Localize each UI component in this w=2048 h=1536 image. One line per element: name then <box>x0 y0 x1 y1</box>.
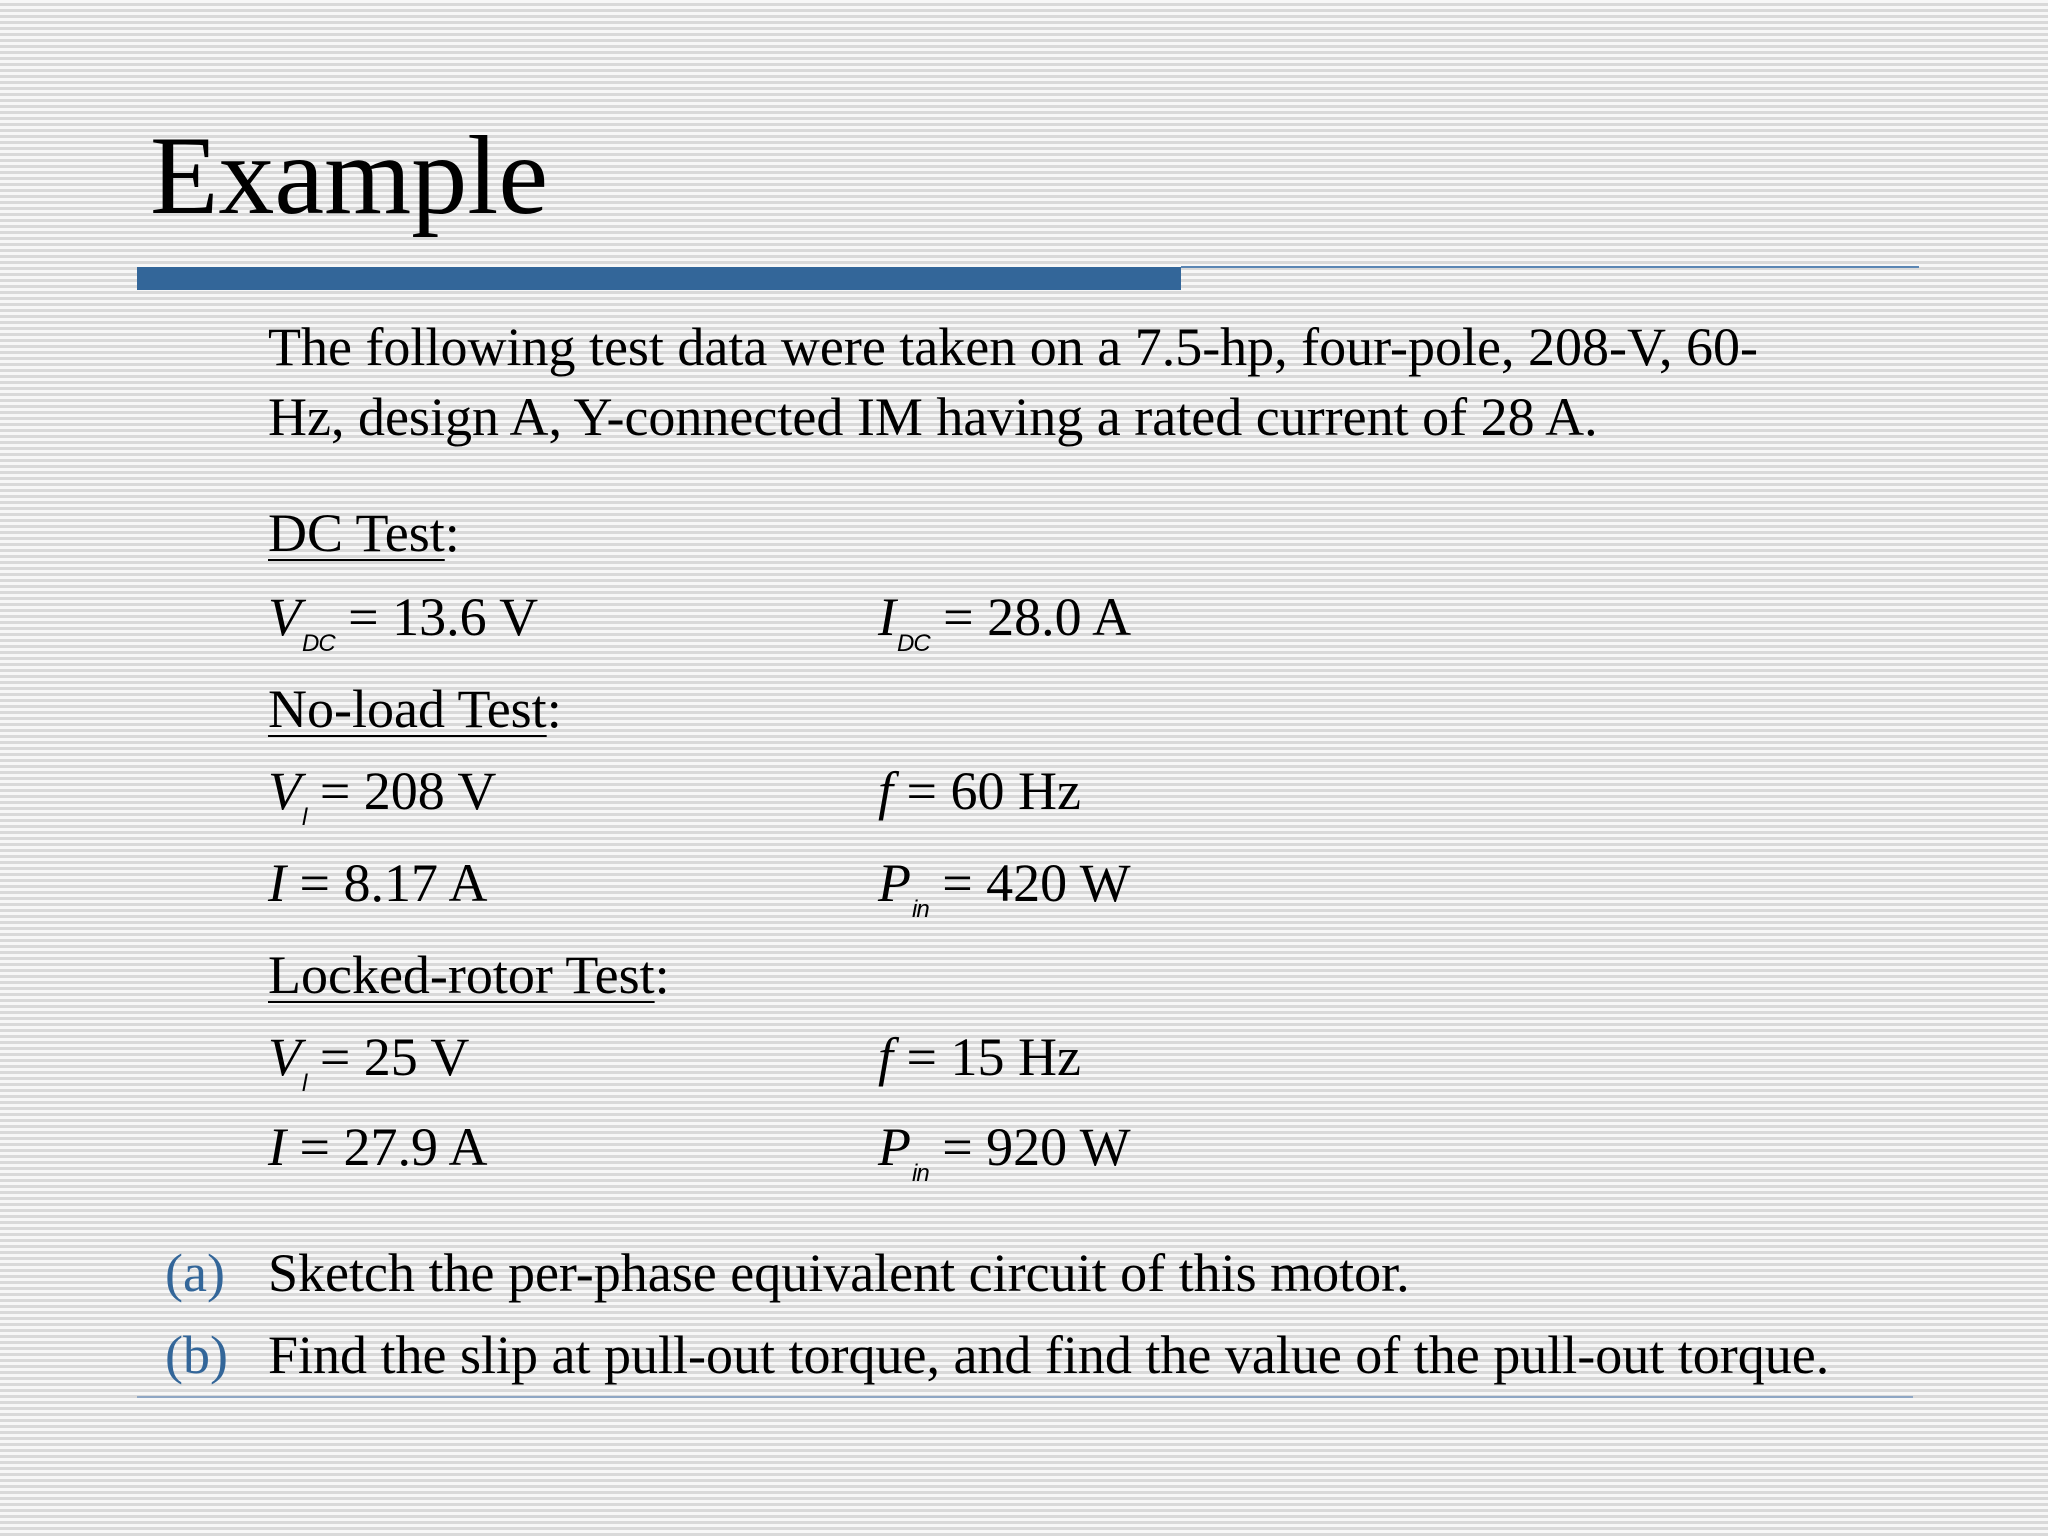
heading-colon: : <box>546 679 562 739</box>
dc-test-heading <box>268 503 460 563</box>
heading-colon: : <box>444 503 460 563</box>
symbol: f <box>878 1027 894 1087</box>
no-load-input-power <box>878 853 1131 923</box>
locked-rotor-input-power <box>878 1117 1131 1187</box>
intro-line: The following test data were taken on a 7.5-hp, four-pole, 208-V, 60- <box>268 317 1759 377</box>
heading-colon: : <box>654 945 670 1005</box>
locked-rotor-current <box>268 1117 488 1177</box>
subscript: l <box>302 1070 307 1097</box>
no-load-test-heading-label: No-load Test <box>268 679 547 739</box>
subscript: l <box>302 804 307 831</box>
locked-rotor-frequency <box>878 1027 1081 1087</box>
subscript: DC <box>896 630 930 657</box>
symbol: V <box>268 1027 301 1087</box>
value: = 25 V <box>319 1027 470 1087</box>
subscript: in <box>912 1160 929 1187</box>
slide-title: Example <box>150 114 549 238</box>
symbol: P <box>878 853 911 913</box>
locked-rotor-test-heading-label: Locked-rotor Test <box>268 945 655 1005</box>
subscript: in <box>912 896 929 923</box>
dc-test-heading-label: DC Test <box>268 503 445 563</box>
value: = 13.6 V <box>348 587 539 647</box>
question-label: (a) <box>165 1243 225 1303</box>
title-underline-line <box>1181 266 1919 268</box>
question-text: Find the slip at pull-out torque, and find the value of the pull-out torque. <box>268 1325 1830 1385</box>
dc-current <box>878 587 1132 657</box>
bottom-divider <box>137 1396 1913 1398</box>
intro-paragraph <box>268 317 1968 460</box>
symbol: I <box>268 1117 286 1177</box>
subscript: DC <box>302 630 335 657</box>
title-underline-bar <box>137 267 1181 290</box>
symbol: I <box>878 587 896 647</box>
intro-line: Hz, design A, Y-connected IM having a rated current of 28 A. <box>268 387 1598 447</box>
symbol: P <box>878 1117 911 1177</box>
locked-rotor-voltage <box>268 1027 470 1097</box>
locked-rotor-test-heading <box>268 945 670 1005</box>
no-load-voltage <box>268 761 497 831</box>
value: = 27.9 A <box>299 1117 488 1177</box>
value: = 208 V <box>319 761 497 821</box>
value: = 8.17 A <box>299 853 488 913</box>
value: = 920 W <box>942 1117 1131 1177</box>
value: = 15 Hz <box>906 1027 1081 1087</box>
dc-voltage <box>268 587 539 657</box>
symbol: I <box>268 853 286 913</box>
no-load-test-heading <box>268 679 562 739</box>
symbol: V <box>268 587 301 647</box>
value: = 420 W <box>942 853 1131 913</box>
no-load-current <box>268 853 488 913</box>
question-label: (b) <box>165 1325 228 1385</box>
value: = 28.0 A <box>943 587 1132 647</box>
no-load-frequency <box>878 761 1081 821</box>
question-text: Sketch the per-phase equivalent circuit of this motor. <box>268 1243 1410 1303</box>
value: = 60 Hz <box>906 761 1081 821</box>
symbol: V <box>268 761 301 821</box>
symbol: f <box>878 761 894 821</box>
